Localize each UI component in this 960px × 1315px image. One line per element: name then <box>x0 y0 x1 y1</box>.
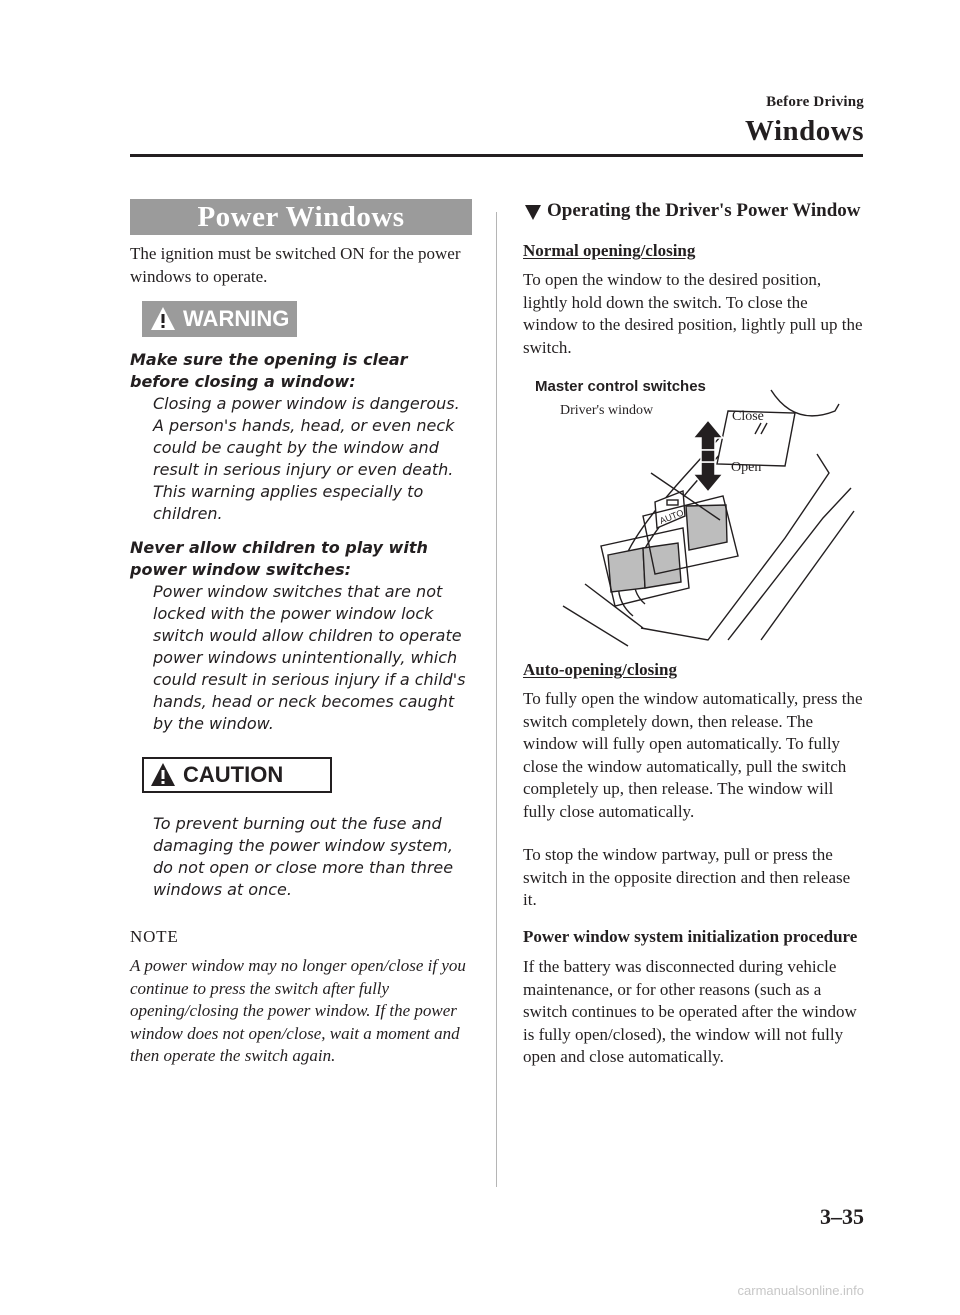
caution-body: To prevent burning out the fuse and damaging the power window system, do not open or close more than three windows at once. <box>153 814 454 899</box>
warning-1-body: Closing a power window is dangerous. A person's hands, head, or even neck could be caught by the window and result in serious injury or even death. This warning applies especially to children. <box>153 394 460 523</box>
operating-heading-text: Operating the Driver's Power Window <box>547 200 861 221</box>
switch-figure <box>523 378 863 648</box>
init-body: If the battery was disconnected during vehicle maintenance, or for other reasons (such as a switch continues to be operated after the window is fully open/closed), the window will not fully open and close automatically. <box>523 957 857 1066</box>
figure-label-master: Master control switches <box>535 378 706 395</box>
operating-heading <box>523 199 863 223</box>
note-body: A power window may no longer open/close if you continue to press the switch after fully opening/closing the power window. If the power window does not open/close, wait a moment and then operate the switch again. <box>130 956 466 1065</box>
caution-label: CAUTION <box>183 762 284 787</box>
init-heading: Power window system initialization procedure <box>523 926 858 946</box>
warning-1-heading: Make sure the opening is clear before closing a window: <box>130 350 408 391</box>
header-chapter: Windows <box>744 115 864 147</box>
auto-label: AUTO <box>658 507 685 526</box>
figure-label-close: Close <box>732 409 764 424</box>
warning-label: WARNING <box>183 306 290 331</box>
header-section: Before Driving <box>766 94 864 110</box>
warning-icon <box>150 306 176 332</box>
auto-heading: Auto-opening/closing <box>523 660 677 679</box>
warning-box <box>142 301 297 337</box>
normal-body: To open the window to the desired position, lightly hold down the switch. To close the window to the desired position, lightly pull up the switch. <box>523 270 863 357</box>
caution-box <box>142 757 332 793</box>
intro-text: The ignition must be switched ON for the power windows to operate. <box>130 244 461 286</box>
figure-label-open: Open <box>731 460 762 475</box>
column-divider <box>496 212 497 1187</box>
caution-icon <box>150 762 176 788</box>
right-column <box>523 199 863 1069</box>
warning-2-heading: Never allow children to play with power window switches: <box>130 538 428 579</box>
page-number: 3–35 <box>820 1204 864 1229</box>
triangle-bullet-icon <box>525 205 541 220</box>
warning-2-body: Power window switches that are not locked with the power window lock switch would allow children to operate power windows unintentionally, which could result in serious injury if a child's hands, head or neck becomes caught by the window. <box>153 582 466 733</box>
note-label: NOTE <box>130 927 179 946</box>
section-title: Power Windows <box>130 199 472 235</box>
running-header <box>745 94 864 148</box>
figure-label-drivers-window: Driver's window <box>560 403 654 418</box>
watermark: carmanualsonline.info <box>737 1283 864 1298</box>
auto-body: To fully open the window automatically, press the switch completely down, then release. The window will fully open automatically. To fully close the window automatically, pull the switch completely up, then release. The window will fully close automatically. <box>523 689 863 821</box>
left-column <box>130 199 472 1068</box>
header-rule <box>130 154 863 157</box>
stop-body: To stop the window partway, pull or press the switch in the opposite direction and then release it. <box>523 845 851 909</box>
normal-heading: Normal opening/closing <box>523 241 696 260</box>
